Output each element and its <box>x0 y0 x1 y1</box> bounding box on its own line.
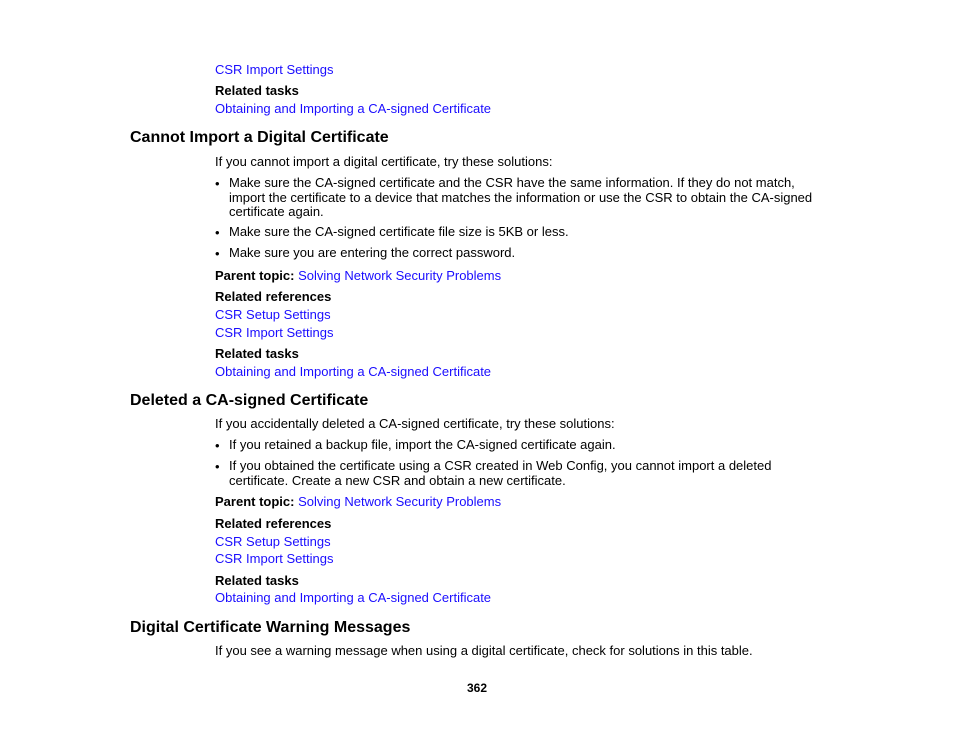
link-obtaining-importing-certificate[interactable]: Obtaining and Importing a CA-signed Certificate <box>215 101 492 116</box>
heading-warning-messages: Digital Certificate Warning Messages <box>130 619 411 636</box>
link-obtaining-importing-certificate[interactable]: Obtaining and Importing a CA-signed Certificate <box>215 364 492 379</box>
bullet-marker: • <box>215 176 220 191</box>
heading-cannot-import: Cannot Import a Digital Certificate <box>130 129 389 146</box>
bullet-marker: • <box>215 225 220 240</box>
bullet-text: Make sure the CA-signed certificate and the CSR have the same information. If they do not match, import the certificate to a device that matches the information or use the CSR to obtain the CA-signed certificate again. <box>229 175 813 219</box>
link-solving-network-security[interactable]: Solving Network Security Problems <box>298 494 502 509</box>
bullet-marker: • <box>215 246 220 261</box>
link-csr-setup-settings[interactable]: CSR Setup Settings <box>215 307 331 322</box>
intro-warning-messages: If you see a warning message when using a digital certificate, check for solutions in this table. <box>215 643 753 658</box>
bullet-text: If you retained a backup file, import the CA-signed certificate again. <box>229 437 616 452</box>
link-csr-import-settings[interactable]: CSR Import Settings <box>215 62 334 77</box>
bullet-text: Make sure the CA-signed certificate file size is 5KB or less. <box>229 224 569 239</box>
related-references-label: Related references <box>215 289 332 304</box>
link-solving-network-security[interactable]: Solving Network Security Problems <box>298 268 502 283</box>
bullet-text: Make sure you are entering the correct password. <box>229 245 516 260</box>
related-tasks-label: Related tasks <box>215 83 299 98</box>
parent-topic <box>215 268 501 283</box>
bullet-marker: • <box>215 459 220 474</box>
page-number: 362 <box>466 681 488 695</box>
link-csr-setup-settings[interactable]: CSR Setup Settings <box>215 534 331 549</box>
link-csr-import-settings[interactable]: CSR Import Settings <box>215 551 334 566</box>
bullet-marker: • <box>215 438 220 453</box>
heading-deleted-certificate: Deleted a CA-signed Certificate <box>130 392 369 409</box>
link-obtaining-importing-certificate[interactable]: Obtaining and Importing a CA-signed Certificate <box>215 590 492 605</box>
link-csr-import-settings[interactable]: CSR Import Settings <box>215 325 334 340</box>
parent-topic-label: Parent topic: <box>215 494 295 509</box>
parent-topic-label: Parent topic: <box>215 268 295 283</box>
intro-deleted-certificate: If you accidentally deleted a CA-signed certificate, try these solutions: <box>215 416 615 431</box>
related-tasks-label: Related tasks <box>215 346 299 361</box>
intro-cannot-import: If you cannot import a digital certificate, try these solutions: <box>215 154 553 169</box>
related-references-label: Related references <box>215 516 332 531</box>
related-tasks-label: Related tasks <box>215 573 299 588</box>
parent-topic <box>215 494 501 509</box>
bullet-text: If you obtained the certificate using a CSR created in Web Config, you cannot import a deleted certificate. Create a new CSR and obtain a new certificate. <box>229 458 772 488</box>
